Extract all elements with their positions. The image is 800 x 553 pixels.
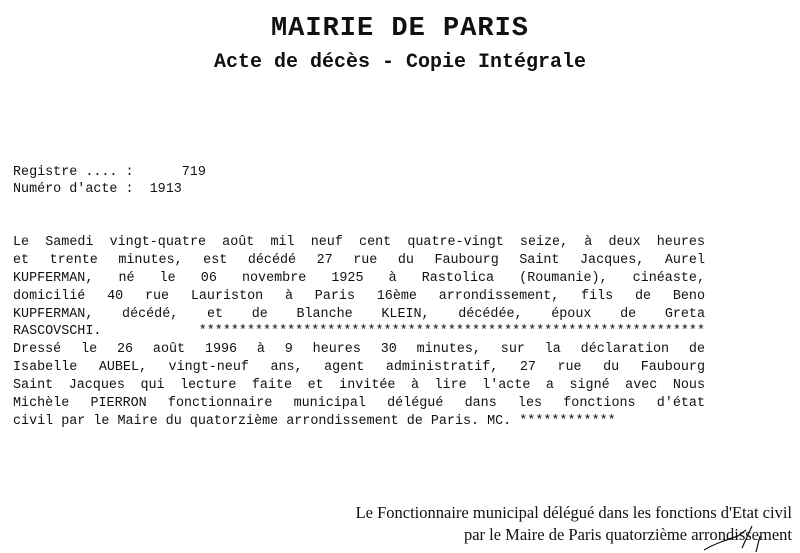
act-line: Saint Jacques qui lecture faite et invitée à lire l'acte a signé avec Nous — [13, 378, 705, 394]
act-line: civil par le Maire du quatorzième arrondissement de Paris. MC. ************ — [13, 413, 616, 429]
signature-title-line-1: Le Fonctionnaire municipal délégué dans les fonctions d'Etat civil — [355, 503, 792, 522]
registre-label: Registre .... : — [13, 165, 134, 180]
act-line: KUPFERMAN, décédé, et de Blanche KLEIN, décédée, époux de Greta — [13, 306, 705, 322]
act-line: Le Samedi vingt-quatre août mil neuf cent quatre-vingt seize, à deux heures — [13, 235, 705, 250]
registre-row — [13, 164, 206, 181]
act-line: domicilié 40 rue Lauriston à Paris 16ème arrondissement, fils de Beno — [13, 288, 705, 304]
act-body — [13, 234, 705, 431]
signature-scribble — [702, 522, 762, 553]
signature-title-line-2: par le Maire de Paris quatorzième arrondissement — [463, 525, 792, 544]
act-line: RASCOVSCHI. *************************************************************** — [13, 324, 705, 340]
registry-block — [13, 164, 206, 198]
act-line: KUPFERMAN, né le 06 novembre 1925 à Rastolica (Roumanie), cinéaste, — [13, 270, 705, 286]
act-line: Michèle PIERRON fonctionnaire municipal délégué dans les fonctions d'état — [13, 396, 705, 412]
numero-acte-label: Numéro d'acte : — [13, 182, 134, 197]
act-line: Isabelle AUBEL, vingt-neuf ans, agent administratif, 27 rue du Faubourg — [13, 360, 705, 376]
document-subtitle: Acte de décès - Copie Intégrale — [213, 51, 587, 74]
numero-acte-value: 1913 — [149, 182, 182, 197]
act-line: et trente minutes, est décédé 27 rue du Faubourg Saint Jacques, Aurel — [13, 252, 705, 268]
act-line: Dressé le 26 août 1996 à 9 heures 30 minutes, sur la déclaration de — [13, 342, 705, 358]
numero-acte-row — [13, 181, 206, 198]
document-title: MAIRIE DE PARIS — [270, 14, 530, 44]
registre-value: 719 — [181, 165, 206, 180]
